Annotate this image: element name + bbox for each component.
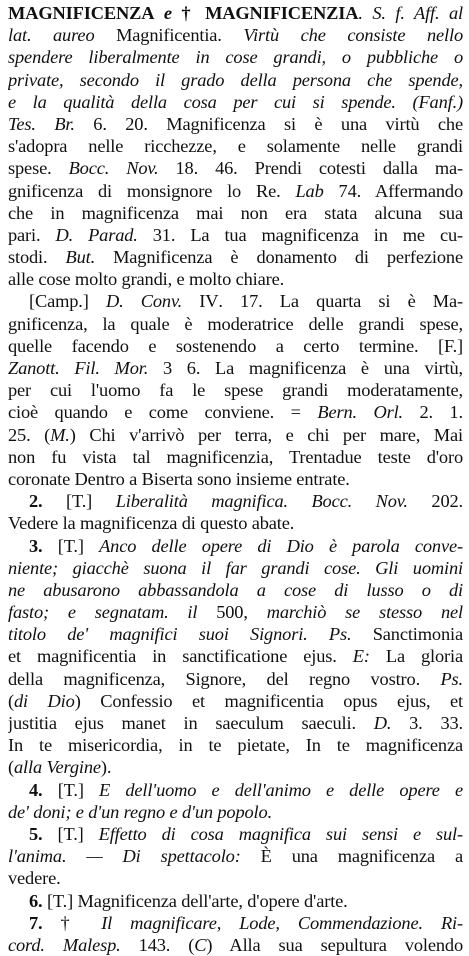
text-segment: Virtù che consiste nello (243, 25, 463, 46)
text-segment: 500, (216, 602, 267, 623)
text-segment: s'adopra nelle ricchezze, e solamente nelle grandi (8, 136, 463, 157)
text-segment: justitia ejus manet in saeculum saeculi. (8, 713, 374, 733)
text-segment: † MAGNIFICENZIA (181, 3, 359, 23)
text-line (8, 313, 463, 335)
text-segment: Bocc. Nov. (68, 158, 176, 179)
text-segment: non fu vista tal magnificenzia, Trentadue teste d'oro (8, 446, 463, 467)
dictionary-entry-magnificenza (8, 2, 463, 956)
text-segment: niente; giacchè suona il far grandi cose. Gli uomini (8, 557, 463, 578)
text-line (8, 579, 463, 601)
text-segment: IV (199, 291, 219, 312)
text-segment: ). (100, 757, 112, 778)
text-segment: Il magnificare, Lode, Commendazione. Ri- (101, 912, 463, 933)
text-line (8, 890, 463, 912)
text-segment: 5. (29, 823, 58, 844)
text-segment: Effetto di cosa magnifica sui sensi e sul- (98, 823, 463, 844)
text-segment: private, secondo il grado della persona che spende, (8, 69, 463, 90)
text-segment: alla Vergine (13, 757, 101, 778)
text-line (8, 157, 463, 179)
text-segment: titolo de' magnifici suoi Signori. Ps. (8, 624, 373, 645)
text-segment: 7. (29, 912, 61, 933)
text-line (8, 779, 463, 801)
text-segment: marchiò se stesso nel (266, 602, 463, 623)
text-segment: [T.] (57, 535, 100, 556)
text-segment: But. (65, 247, 114, 268)
text-segment: pari. (8, 224, 56, 245)
text-segment: Lab (295, 180, 339, 201)
text-segment: gnificenza, la quale è moderatrice delle grandi spese, (8, 313, 463, 334)
text-line (8, 823, 463, 845)
text-line (8, 645, 463, 667)
text-line (8, 401, 463, 423)
text-line (8, 224, 463, 246)
text-line (8, 734, 463, 756)
text-segment: alle cose molto grandi, e molto chiare. (8, 269, 285, 290)
text-segment: 3. (29, 535, 58, 556)
text-segment: Zanott. Fil. Mor. (8, 358, 163, 378)
text-segment: della magnificenza, Signore, del regno vostro. (8, 668, 441, 689)
text-segment: Ps. (440, 668, 463, 689)
text-segment: [T.] Magnificenza dell'arte, d'opere d'arte. (46, 890, 348, 911)
text-segment: 74. Affermando (338, 180, 463, 201)
text-line (8, 180, 463, 202)
text-segment: [Camp.] (29, 291, 106, 312)
text-segment: e (154, 3, 182, 23)
text-line (8, 69, 463, 91)
text-line (8, 690, 463, 712)
text-segment: stodi. (8, 247, 66, 268)
text-segment: cioè quando e come conviene. = (8, 402, 318, 423)
text-line (8, 113, 463, 135)
text-segment: 3. 33. (409, 713, 463, 733)
text-segment: di Dio (13, 690, 75, 711)
text-segment: [T.] (57, 779, 100, 800)
text-segment: coronate Dentro a Biserta sono insieme entrate. (8, 468, 350, 489)
text-line (8, 46, 463, 68)
text-segment: 31. La tua magnificenza in me cu- (152, 224, 463, 245)
text-line (8, 623, 463, 645)
text-segment: D. Conv. (105, 291, 200, 312)
text-line (8, 912, 463, 934)
text-line (8, 268, 463, 290)
text-segment: La gloria (385, 646, 463, 667)
text-segment: ( (8, 690, 14, 711)
text-segment: de' doni; e d'un regno e d'un popolo. (8, 801, 273, 822)
text-line (8, 867, 463, 889)
text-line (8, 135, 463, 157)
text-line (8, 468, 463, 490)
text-segment: 4. (29, 779, 58, 800)
text-segment: spendere liberalmente in cose grandi, o pubbliche o (8, 47, 463, 68)
text-segment: 25. ( (8, 424, 51, 445)
text-segment: cord. Malesp. (8, 934, 139, 955)
text-segment: e la qualità della cosa per cui si spende. (Fanf.) (8, 91, 463, 112)
text-segment: MAGNIFICENZA (8, 3, 155, 23)
text-segment: D. (373, 713, 410, 733)
text-segment: ) Chi v'arrivò per terra, e chi per mare, Mai (69, 424, 463, 445)
text-segment: 18. 46. Prendi cotesti dalla ma- (175, 158, 463, 179)
text-segment: Magnificenza è donamento di perfezione (113, 247, 463, 268)
text-segment: 202. (431, 491, 463, 512)
text-segment: 6. 20. Magnificenza si è una virtù che (93, 113, 463, 134)
text-segment: . S. f. Aff. al (358, 3, 463, 23)
text-segment: 143. ( (138, 934, 195, 955)
text-segment: Magnificentia. (116, 25, 244, 46)
text-segment: Anco delle opere di Dio è parola conve- (99, 535, 463, 556)
text-segment: [T.] (66, 491, 116, 512)
text-segment: che in magnificenza mai non era stata alcuna sua (8, 202, 463, 223)
text-segment: et magnificentia in sanctificatione ejus. (8, 646, 353, 667)
text-segment: ) Alla sua sepultura volendo (206, 934, 463, 955)
text-segment: ( (8, 757, 14, 778)
text-segment: E: (352, 646, 386, 667)
text-segment: 2. (29, 491, 67, 512)
text-line (8, 357, 463, 379)
text-segment: ne abusarono abbassandola a cose di lusso o di (8, 579, 463, 600)
text-line (8, 557, 463, 579)
text-segment: quelle facendo e sostenendo a certo termine. [F.] (8, 335, 463, 356)
text-line (8, 801, 463, 823)
text-line (8, 202, 463, 224)
text-segment: vedere. (8, 868, 61, 889)
text-line (8, 512, 463, 534)
text-line (8, 246, 463, 268)
text-line (8, 490, 463, 512)
text-line (8, 379, 463, 401)
text-line (8, 335, 463, 357)
text-line (8, 2, 463, 24)
text-segment: Liberalità magnifica. Bocc. Nov. (115, 491, 432, 512)
text-segment: lat. aureo (8, 25, 117, 46)
text-line (8, 756, 463, 778)
text-segment: C (194, 934, 207, 955)
text-segment: 2. 1. (419, 402, 463, 423)
text-line (8, 424, 463, 446)
text-segment: † (60, 912, 102, 933)
text-segment: 6. (29, 890, 47, 911)
text-line (8, 290, 463, 312)
text-segment: . 17. La quarta si è Ma- (218, 291, 463, 312)
text-segment: l'anima. — Di spettacolo: (8, 846, 261, 867)
text-segment: per cui l'uomo fa le spese grandi moderatamente, (8, 380, 463, 401)
text-line (8, 934, 463, 956)
text-line (8, 845, 463, 867)
text-segment: Tes. Br. (8, 113, 94, 134)
text-line (8, 446, 463, 468)
text-line (8, 535, 463, 557)
text-segment: D. Parad. (55, 224, 153, 245)
text-segment: gnificenza di monsignore lo Re. (8, 180, 296, 201)
text-line (8, 91, 463, 113)
text-segment: In te misericordia, in te pietate, In te magnificenza (8, 735, 463, 756)
text-line (8, 601, 463, 623)
text-segment: spese. (8, 158, 69, 179)
text-segment: 3 6. La magnificenza è una virtù, (162, 358, 463, 378)
text-segment: Sanctimonia (372, 624, 463, 645)
text-segment: ) Confessio et magnificentia opus ejus, et (74, 690, 463, 711)
text-segment: E dell'uomo e dell'animo e delle opere e (99, 779, 463, 800)
text-segment: È una magnificenza a (260, 846, 463, 867)
text-segment: [T.] (57, 823, 99, 844)
text-line (8, 24, 463, 46)
text-segment: Vedere la magnificenza di questo abate. (8, 513, 295, 534)
text-line (8, 712, 463, 734)
text-segment: fasto; e segnatam. il (8, 602, 217, 623)
text-segment: Bern. Orl. (317, 402, 420, 423)
text-segment: M. (50, 424, 70, 445)
text-line (8, 668, 463, 690)
